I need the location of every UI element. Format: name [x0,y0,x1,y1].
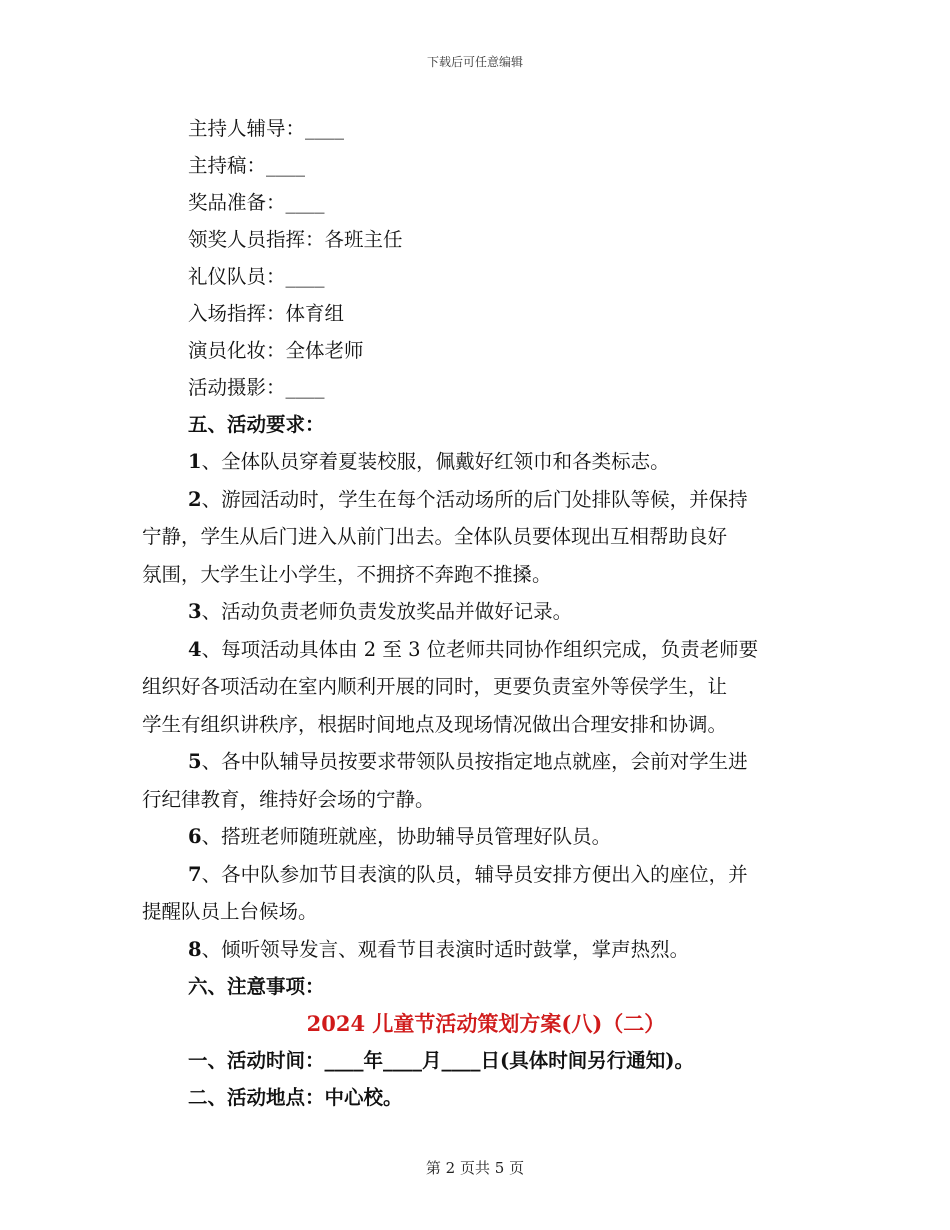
item-number: 4 [188,637,202,661]
assignment-line: 主持人辅导：____ [188,117,345,140]
document-title: 2024 儿童节活动策划方案(八)（二） [306,1011,666,1036]
item-text: 、倾听领导发言、观看节目表演时适时鼓掌，掌声热烈。 [201,937,690,961]
item-number: 5 [188,750,202,773]
requirement-item [142,481,810,594]
requirement-item [142,743,810,818]
assignment-line: 活动摄影：____ [188,376,325,399]
item-text: 、各中队辅导员按要求带领队员按指定地点就座，会前对学生进 [201,750,748,773]
requirement-item [142,631,810,744]
item-text: 宁静，学生从后门进入从前门出去。全体队员要体现出互相帮助良好 [142,525,728,548]
section-heading: 二、活动地点：中心校。 [188,1086,403,1109]
item-number: 6 [188,825,202,848]
requirement-item [142,818,810,856]
item-text: 、每项活动具体由 2 至 3 位老师共同协作组织完成，负责老师要 [201,637,759,661]
item-text: 提醒队员上台候场。 [142,900,318,923]
requirement-item [142,593,810,631]
requirement-item [142,931,810,969]
page-header: 下载后可任意编辑 [426,55,523,69]
requirement-item [142,856,810,931]
item-text: 、各中队参加节目表演的队员，辅导员安排方便出入的座位，并 [201,862,748,886]
requirement-item [142,443,810,481]
item-text: 行纪律教育，维持好会场的宁静。 [142,787,435,811]
item-text: 、活动负责老师负责发放奖品并做好记录。 [201,600,573,623]
section-heading: 五、活动要求： [188,413,325,436]
item-text: 学生有组织讲秩序，根据时间地点及现场情况做出合理安排和协调。 [142,712,728,736]
assignment-line: 领奖人员指挥：各班主任 [188,228,403,251]
section-heading: 一、活动时间：____年____月____日(具体时间另行通知)。 [188,1049,694,1072]
assignment-line: 主持稿：____ [188,154,306,177]
assignment-list [142,110,810,406]
item-text: 氛围，大学生让小学生，不拥挤不奔跑不推搡。 [142,562,552,586]
item-text: 、全体队员穿着夏装校服，佩戴好红领巾和各类标志。 [201,450,670,473]
assignment-line: 入场指挥：体育组 [188,302,345,325]
item-number: 2 [188,487,202,511]
item-number: 7 [188,862,202,886]
document-body [142,110,810,1116]
assignment-line: 演员化妆：全体老师 [188,339,364,362]
section-heading: 六、注意事项： [188,975,325,998]
assignment-line: 奖品准备：____ [188,191,325,214]
item-text: 、搭班老师随班就座，协助辅导员管理好队员。 [201,825,612,848]
item-number: 3 [188,600,202,623]
page-footer: 第 2 页共 5 页 [425,1159,525,1177]
item-text: 、游园活动时，学生在每个活动场所的后门处排队等候，并保持 [201,487,748,511]
requirements-list [142,443,810,968]
item-number: 1 [188,450,202,473]
item-text: 组织好各项活动在室内顺利开展的同时，更要负责室外等侯学生，让 [142,675,728,698]
item-number: 8 [188,937,202,961]
assignment-line: 礼仪队员：____ [188,265,325,288]
